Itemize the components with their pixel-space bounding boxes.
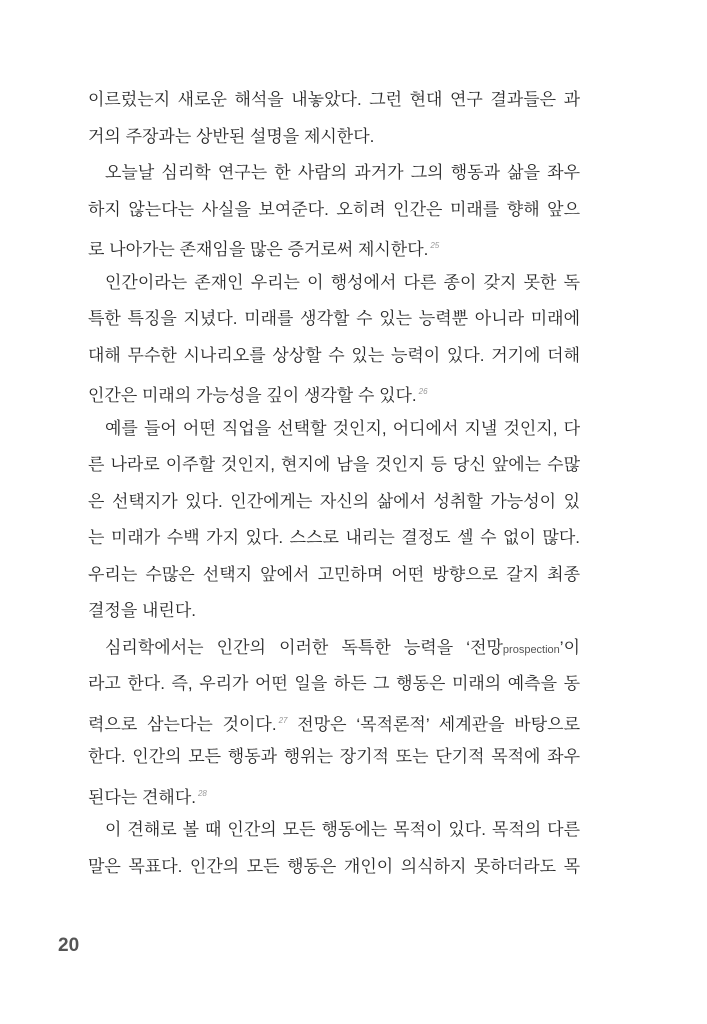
- text-line: [88, 630, 580, 667]
- line-text: 은 선택지가 있다. 인간에게는 자신의 삶에서 성취할 가능성이 있: [88, 491, 580, 511]
- line-text: 력으로 삼는다는 것이다.: [88, 714, 277, 734]
- line-text: 하지 않는다는 사실을 보여준다. 오히려 인간은 미래를 향해 앞으: [88, 199, 580, 219]
- line-text-tail: 전망은 ‘목적론적’ 세계관을 바탕으로: [287, 714, 580, 734]
- line-text: 이 견해로 볼 때 인간의 모든 행동에는 목적이 있다. 목적의 다른: [105, 820, 580, 839]
- text-line: [88, 192, 580, 229]
- english-term: prospection: [502, 643, 560, 656]
- line-text: 는 미래가 수백 가지 있다. 스스로 내리는 결정도 셀 수 없이 많다.: [88, 528, 580, 547]
- text-line: [88, 593, 580, 630]
- body-text: [88, 82, 580, 885]
- text-line: [88, 301, 580, 338]
- line-text-tail: ’이: [559, 637, 580, 657]
- line-text: 라고 한다. 즉, 우리가 어떤 일을 하든 그 행동은 미래의 예측을 동: [88, 674, 580, 693]
- text-line: [88, 739, 580, 776]
- line-text: 심리학에서는 인간의 이러한 독특한 능력을 ‘전망: [105, 637, 503, 657]
- line-text: 인간이라는 존재인 우리는 이 행성에서 다른 종이 갖지 못한 독: [105, 272, 580, 292]
- text-line: [88, 812, 580, 849]
- line-text: 특한 특징을 지녔다. 미래를 생각할 수 있는 능력뿐 아니라 미래에: [88, 309, 580, 328]
- line-text: 대해 무수한 시나리오를 상상할 수 있는 능력이 있다. 거기에 더해: [88, 345, 580, 365]
- text-line: [88, 265, 580, 302]
- line-text: 우리는 수많은 선택지 앞에서 고민하며 어떤 방향으로 갈지 최종: [88, 564, 580, 584]
- text-line: [88, 484, 580, 521]
- line-text: 이르렀는지 새로운 해석을 내놓았다. 그런 현대 연구 결과들은 과: [88, 90, 580, 109]
- text-line: [88, 119, 580, 156]
- line-text: 결정을 내린다.: [88, 601, 196, 620]
- text-line: [88, 447, 580, 484]
- line-text: 된다는 견해다.: [88, 787, 196, 807]
- page-number: 20: [58, 935, 80, 956]
- line-text: 오늘날 심리학 연구는 한 사람의 과거가 그의 행동과 삶을 좌우: [105, 163, 580, 182]
- line-text: 한다. 인간의 모든 행동과 행위는 장기적 또는 단기적 목적에 좌우: [88, 747, 580, 766]
- footnote-ref: 27: [278, 715, 288, 725]
- text-line: [88, 82, 580, 119]
- line-text: 른 나라로 이주할 것인지, 현지에 남을 것인지 등 당신 앞에는 수많: [88, 455, 580, 474]
- line-text: 예를 들어 어떤 직업을 선택할 것인지, 어디에서 지낼 것인지, 다: [105, 418, 580, 438]
- footnote-ref: 26: [418, 387, 428, 396]
- text-line: [88, 338, 580, 375]
- line-text: 인간은 미래의 가능성을 깊이 생각할 수 있다.: [88, 386, 417, 405]
- text-line: [88, 849, 580, 886]
- line-text: 말은 목표다. 인간의 모든 행동은 개인이 의식하지 못하더라도 목: [88, 856, 580, 876]
- text-line: [88, 776, 580, 813]
- text-line: [88, 520, 580, 557]
- text-line: [88, 411, 580, 448]
- text-line: [88, 374, 580, 411]
- line-text: 로 나아가는 존재임을 많은 증거로써 제시한다.: [88, 240, 429, 259]
- footnote-ref: 28: [197, 788, 207, 798]
- text-line: [88, 155, 580, 192]
- text-line: [88, 557, 580, 594]
- line-text: 거의 주장과는 상반된 설명을 제시한다.: [88, 126, 375, 146]
- text-line: [88, 703, 580, 740]
- footnote-ref: 25: [430, 241, 440, 250]
- text-line: [88, 666, 580, 703]
- text-line: [88, 228, 580, 265]
